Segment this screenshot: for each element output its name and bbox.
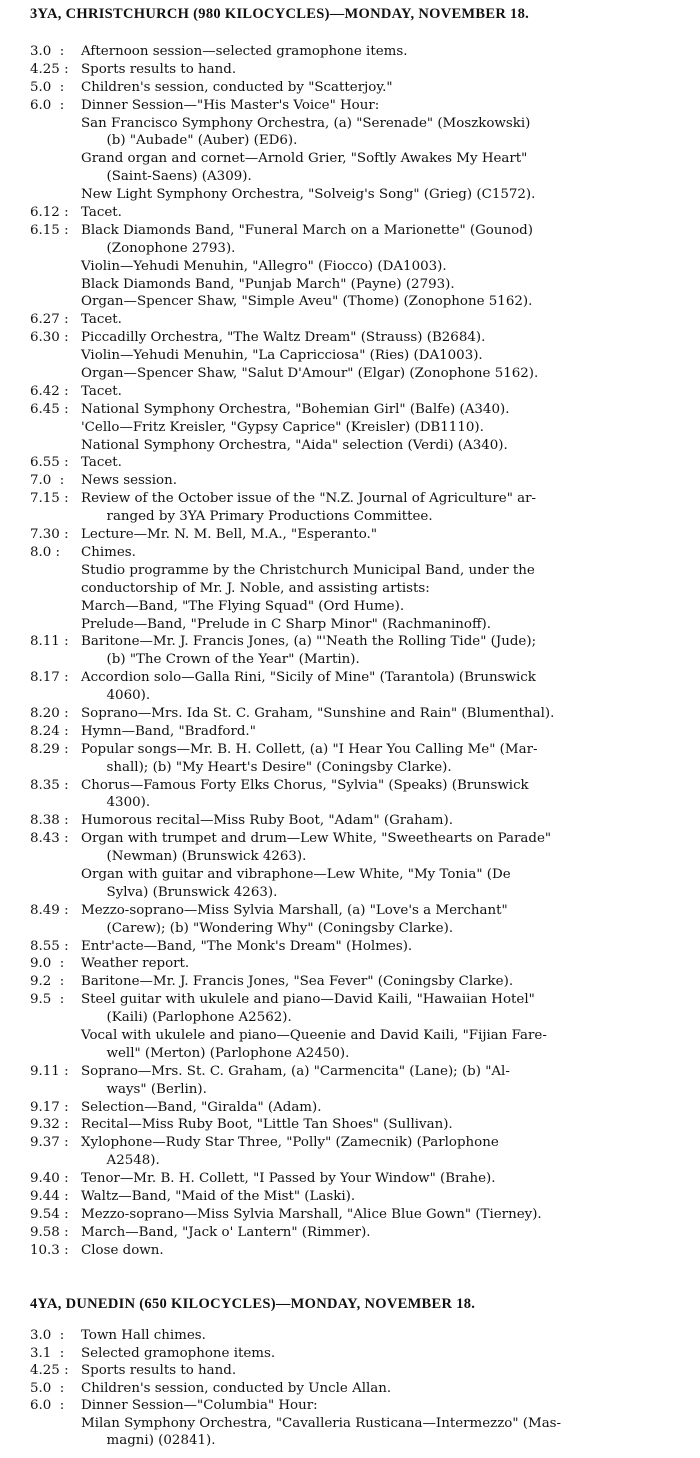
- programme-text: San Francisco Symphony Orchestra, (a) "Serenade" (Moszkowski): [81, 115, 531, 131]
- time-label: 5.0 :: [30, 79, 65, 95]
- programme-text: Soprano—Mrs. Ida St. C. Graham, "Sunshine and Rain" (Blumenthal).: [81, 705, 555, 721]
- time-label: 3.0 :: [30, 1328, 65, 1343]
- schedule-4ya: [0, 1328, 700, 1451]
- schedule-line: [0, 706, 700, 724]
- schedule-line: [0, 939, 700, 957]
- programme-text: Tacet.: [81, 205, 122, 221]
- programme-text: News session.: [81, 473, 177, 489]
- schedule-line: [0, 742, 700, 760]
- schedule-line: [0, 384, 700, 402]
- programme-text: Organ—Spencer Shaw, "Salut D'Amour" (Elgar) (Zonophone 5162).: [81, 366, 539, 382]
- schedule-line: [0, 545, 700, 563]
- programme-text: Baritone—Mr. J. Francis Jones, (a) "'Neath the Rolling Tide" (Jude);: [81, 634, 537, 650]
- programme-text: Town Hall chimes.: [81, 1328, 206, 1343]
- programme-text: (Kaili) (Parlophone A2562).: [81, 1010, 292, 1026]
- time-label: 7.30 :: [30, 527, 69, 543]
- schedule-line: [0, 634, 700, 652]
- schedule-line: [0, 831, 700, 849]
- schedule-line: [0, 795, 700, 813]
- schedule-line: [0, 1328, 700, 1346]
- schedule-line: [0, 1433, 700, 1451]
- time-label: 8.55 :: [30, 938, 69, 954]
- schedule-line: [0, 420, 700, 438]
- programme-text: Chorus—Famous Forty Elks Chorus, "Sylvia" (Speaks) (Brunswick: [81, 777, 529, 793]
- schedule-line: [0, 473, 700, 491]
- programme-text: Vocal with ukulele and piano—Queenie and David Kaili, "Fijian Fare-: [81, 1027, 547, 1043]
- schedule-line: [0, 813, 700, 831]
- time-label: 4.25 :: [30, 61, 69, 77]
- programme-text: well" (Merton) (Parlophone A2450).: [81, 1045, 350, 1061]
- programme-text: Dinner Session—"Columbia" Hour:: [81, 1398, 318, 1413]
- schedule-line: [0, 1100, 700, 1118]
- schedule-line: [0, 849, 700, 867]
- programme-text: Studio programme by the Christchurch Municipal Band, under the: [81, 562, 535, 578]
- schedule-line: [0, 455, 700, 473]
- schedule-line: [0, 402, 700, 420]
- programme-text: Steel guitar with ukulele and piano—David Kaili, "Hawaiian Hotel": [81, 992, 535, 1008]
- schedule-line: [0, 974, 700, 992]
- schedule-line: [0, 652, 700, 670]
- programme-text: National Symphony Orchestra, "Aida" selection (Verdi) (A340).: [81, 437, 508, 453]
- programme-text: Piccadilly Orchestra, "The Waltz Dream" (Strauss) (B2684).: [81, 330, 486, 346]
- programme-text: Organ with trumpet and drum—Lew White, "Sweethearts on Parade": [81, 831, 552, 847]
- programme-text: Accordion solo—Galla Rini, "Sicily of Mine" (Tarantola) (Brunswick: [81, 670, 536, 686]
- schedule-line: [0, 80, 700, 98]
- programme-text: Tenor—Mr. B. H. Collett, "I Passed by Your Window" (Brahe).: [81, 1171, 496, 1187]
- programme-text: Afternoon session—selected gramophone items.: [81, 44, 408, 59]
- time-label: 8.0 :: [30, 544, 61, 560]
- heading-3ya: 3YA, CHRISTCHURCH (980 KILOCYCLES)—MONDAY, NOVEMBER 18.: [30, 6, 530, 22]
- programme-text: Soprano—Mrs. St. C. Graham, (a) "Carmencita" (Lane); (b) "Al-: [81, 1063, 510, 1079]
- programme-text: Black Diamonds Band, "Punjab March" (Payne) (2793).: [81, 276, 455, 292]
- programme-text: ranged by 3YA Primary Productions Committee.: [81, 509, 433, 525]
- time-label: 7.15 :: [30, 491, 69, 507]
- programme-text: A2548).: [81, 1153, 160, 1169]
- schedule-line: [0, 1346, 700, 1364]
- schedule-line: [0, 885, 700, 903]
- schedule-line: [0, 617, 700, 635]
- programme-text: 4060).: [81, 688, 151, 704]
- programme-text: March—Band, "Jack o' Lantern" (Rimmer).: [81, 1224, 371, 1240]
- programme-text: Prelude—Band, "Prelude in C Sharp Minor" (Rachmaninoff).: [81, 616, 491, 632]
- time-label: 8.20 :: [30, 705, 69, 721]
- programme-text: (Zonophone 2793).: [81, 240, 236, 256]
- programme-text: Children's session, conducted by Uncle Allan.: [81, 1380, 392, 1396]
- programme-text: (b) "Aubade" (Auber) (ED6).: [81, 133, 298, 149]
- programme-text: Grand organ and cornet—Arnold Grier, "Softly Awakes My Heart": [81, 151, 528, 167]
- programme-text: Entr'acte—Band, "The Monk's Dream" (Holmes).: [81, 938, 413, 954]
- programme-text: Violin—Yehudi Menuhin, "La Capricciosa" (Ries) (DA1003).: [81, 348, 483, 364]
- time-label: 8.38 :: [30, 813, 69, 829]
- programme-text: Black Diamonds Band, "Funeral March on a Marionette" (Gounod): [81, 222, 533, 238]
- schedule-line: [0, 277, 700, 295]
- schedule-line: [0, 527, 700, 545]
- schedule-line: [0, 169, 700, 187]
- time-label: 8.17 :: [30, 670, 69, 686]
- programme-text: (Carew); (b) "Wondering Why" (Coningsby Clarke).: [81, 920, 454, 936]
- schedule-line: [0, 724, 700, 742]
- programme-text: Sylva) (Brunswick 4263).: [81, 884, 278, 900]
- schedule-line: [0, 205, 700, 223]
- programme-text: Recital—Miss Ruby Boot, "Little Tan Shoes" (Sullivan).: [81, 1117, 453, 1133]
- time-label: 9.40 :: [30, 1171, 69, 1187]
- schedule-line: [0, 1135, 700, 1153]
- time-label: 6.0 :: [30, 97, 65, 113]
- programme-text: Xylophone—Rudy Star Three, "Polly" (Zamecnik) (Parlophone: [81, 1135, 499, 1151]
- schedule-line: [0, 778, 700, 796]
- time-label: 9.5 :: [30, 992, 65, 1008]
- schedule-line: [0, 366, 700, 384]
- time-label: 7.0 :: [30, 473, 65, 489]
- schedule-line: [0, 98, 700, 116]
- schedule-line: [0, 1010, 700, 1028]
- time-label: 9.37 :: [30, 1135, 69, 1151]
- programme-text: ways" (Berlin).: [81, 1081, 207, 1097]
- time-label: 5.0 :: [30, 1380, 65, 1396]
- programme-text: Selection—Band, "Giralda" (Adam).: [81, 1099, 322, 1115]
- time-label: 9.58 :: [30, 1224, 69, 1240]
- programme-text: conductorship of Mr. J. Noble, and assisting artists:: [81, 580, 430, 596]
- time-label: 6.30 :: [30, 330, 69, 346]
- schedule-line: [0, 1225, 700, 1243]
- schedule-line: [0, 1363, 700, 1381]
- schedule-line: [0, 44, 700, 62]
- programme-text: Waltz—Band, "Maid of the Mist" (Laski).: [81, 1189, 356, 1204]
- programme-text: Tacet.: [81, 312, 122, 328]
- schedule-line: [0, 491, 700, 509]
- schedule-line: [0, 133, 700, 151]
- time-label: 6.15 :: [30, 222, 69, 238]
- programme-text: Sports results to hand.: [81, 61, 237, 77]
- time-label: 9.11 :: [30, 1063, 69, 1079]
- programme-text: magni) (02841).: [81, 1433, 216, 1448]
- programme-text: (Newman) (Brunswick 4263).: [81, 849, 307, 865]
- heading-4ya: 4YA, DUNEDIN (650 KILOCYCLES)—MONDAY, NOVEMBER 18.: [30, 1296, 476, 1312]
- programme-text: Organ with guitar and vibraphone—Lew White, "My Tonia" (De: [81, 866, 511, 882]
- time-label: 9.0 :: [30, 956, 65, 972]
- programme-text: Popular songs—Mr. B. H. Collett, (a) "I Hear You Calling Me" (Mar-: [81, 741, 538, 757]
- schedule-line: [0, 294, 700, 312]
- time-label: 8.29 :: [30, 741, 69, 757]
- schedule-line: [0, 956, 700, 974]
- time-label: 6.55 :: [30, 455, 69, 471]
- programme-text: Mezzo-soprano—Miss Sylvia Marshall, (a) "Love's a Merchant": [81, 902, 508, 918]
- time-label: 9.44 :: [30, 1189, 69, 1204]
- programme-text: 'Cello—Fritz Kreisler, "Gypsy Caprice" (Kreisler) (DB1110).: [81, 419, 484, 435]
- programme-text: Tacet.: [81, 383, 122, 399]
- programme-text: Review of the October issue of the "N.Z. Journal of Agriculture" ar-: [81, 491, 537, 507]
- schedule-line: [0, 438, 700, 456]
- programme-text: National Symphony Orchestra, "Bohemian Girl" (Balfe) (A340).: [81, 401, 510, 417]
- time-label: 8.49 :: [30, 902, 69, 918]
- programme-text: Dinner Session—"His Master's Voice" Hour:: [81, 97, 380, 113]
- time-label: 8.11 :: [30, 634, 69, 650]
- time-label: 6.0 :: [30, 1398, 65, 1413]
- programme-text: shall); (b) "My Heart's Desire" (Coningsby Clarke).: [81, 759, 452, 775]
- time-label: 6.27 :: [30, 312, 69, 328]
- schedule-line: [0, 509, 700, 527]
- programme-text: March—Band, "The Flying Squad" (Ord Hume).: [81, 598, 405, 614]
- programme-text: Children's session, conducted by "Scatterjoy.": [81, 79, 393, 95]
- time-label: 9.2 :: [30, 974, 65, 990]
- time-label: 8.35 :: [30, 777, 69, 793]
- time-label: 8.43 :: [30, 831, 69, 847]
- time-label: 3.0 :: [30, 44, 65, 59]
- programme-text: (b) "The Crown of the Year" (Martin).: [81, 652, 360, 668]
- schedule-line: [0, 1046, 700, 1064]
- schedule-line: [0, 1082, 700, 1100]
- schedule-line: [0, 1153, 700, 1171]
- programme-text: Baritone—Mr. J. Francis Jones, "Sea Fever" (Coningsby Clarke).: [81, 974, 514, 990]
- schedule-line: [0, 1189, 700, 1207]
- time-label: 9.32 :: [30, 1117, 69, 1133]
- schedule-line: [0, 1207, 700, 1225]
- programme-text: Chimes.: [81, 544, 136, 560]
- schedule-line: [0, 581, 700, 599]
- programme-text: Hymn—Band, "Bradford.": [81, 723, 256, 739]
- programme-text: Weather report.: [81, 956, 190, 972]
- schedule-line: [0, 1416, 700, 1434]
- programme-text: Organ—Spencer Shaw, "Simple Aveu" (Thome) (Zonophone 5162).: [81, 294, 533, 310]
- time-label: 3.1 :: [30, 1345, 65, 1361]
- programme-text: New Light Symphony Orchestra, "Solveig's Song" (Grieg) (C1572).: [81, 187, 536, 203]
- schedule-line: [0, 992, 700, 1010]
- programme-text: Mezzo-soprano—Miss Sylvia Marshall, "Alice Blue Gown" (Tierney).: [81, 1206, 542, 1222]
- schedule-line: [0, 1028, 700, 1046]
- programme-text: Violin—Yehudi Menuhin, "Allegro" (Fiocco) (DA1003).: [81, 258, 447, 274]
- schedule-line: [0, 62, 700, 80]
- schedule-line: [0, 330, 700, 348]
- schedule-line: [0, 1381, 700, 1399]
- time-label: 4.25 :: [30, 1363, 69, 1378]
- programme-text: Sports results to hand.: [81, 1363, 237, 1378]
- schedule-line: [0, 867, 700, 885]
- schedule-line: [0, 312, 700, 330]
- schedule-line: [0, 563, 700, 581]
- schedule-line: [0, 1171, 700, 1189]
- schedule-line: [0, 348, 700, 366]
- schedule-line: [0, 116, 700, 134]
- time-label: 6.42 :: [30, 383, 69, 399]
- schedule-line: [0, 223, 700, 241]
- schedule-line: [0, 1243, 700, 1261]
- programme-text: (Saint-Saens) (A309).: [81, 169, 252, 185]
- schedule-line: [0, 259, 700, 277]
- schedule-line: [0, 1064, 700, 1082]
- schedule-line: [0, 688, 700, 706]
- programme-text: Humorous recital—Miss Ruby Boot, "Adam" (Graham).: [81, 813, 453, 829]
- schedule-line: [0, 921, 700, 939]
- programme-text: 4300).: [81, 795, 151, 811]
- schedule-line: [0, 760, 700, 778]
- schedule-line: [0, 1117, 700, 1135]
- programme-text: Lecture—Mr. N. M. Bell, M.A., "Esperanto.": [81, 527, 377, 543]
- schedule-line: [0, 187, 700, 205]
- schedule-line: [0, 241, 700, 259]
- programme-text: Tacet.: [81, 455, 122, 471]
- programme-text: Close down.: [81, 1242, 164, 1258]
- schedule-3ya: [0, 44, 700, 1261]
- time-label: 6.12 :: [30, 205, 69, 221]
- schedule-line: [0, 903, 700, 921]
- schedule-line: [0, 599, 700, 617]
- time-label: 9.17 :: [30, 1099, 69, 1115]
- schedule-line: [0, 670, 700, 688]
- schedule-line: [0, 1398, 700, 1416]
- programme-text: Milan Symphony Orchestra, "Cavalleria Rusticana—Intermezzo" (Mas-: [81, 1415, 562, 1431]
- programme-text: Selected gramophone items.: [81, 1345, 276, 1361]
- time-label: 6.45 :: [30, 401, 69, 417]
- time-label: 8.24 :: [30, 723, 69, 739]
- time-label: 9.54 :: [30, 1206, 69, 1222]
- time-label: 10.3 :: [30, 1242, 69, 1258]
- schedule-line: [0, 151, 700, 169]
